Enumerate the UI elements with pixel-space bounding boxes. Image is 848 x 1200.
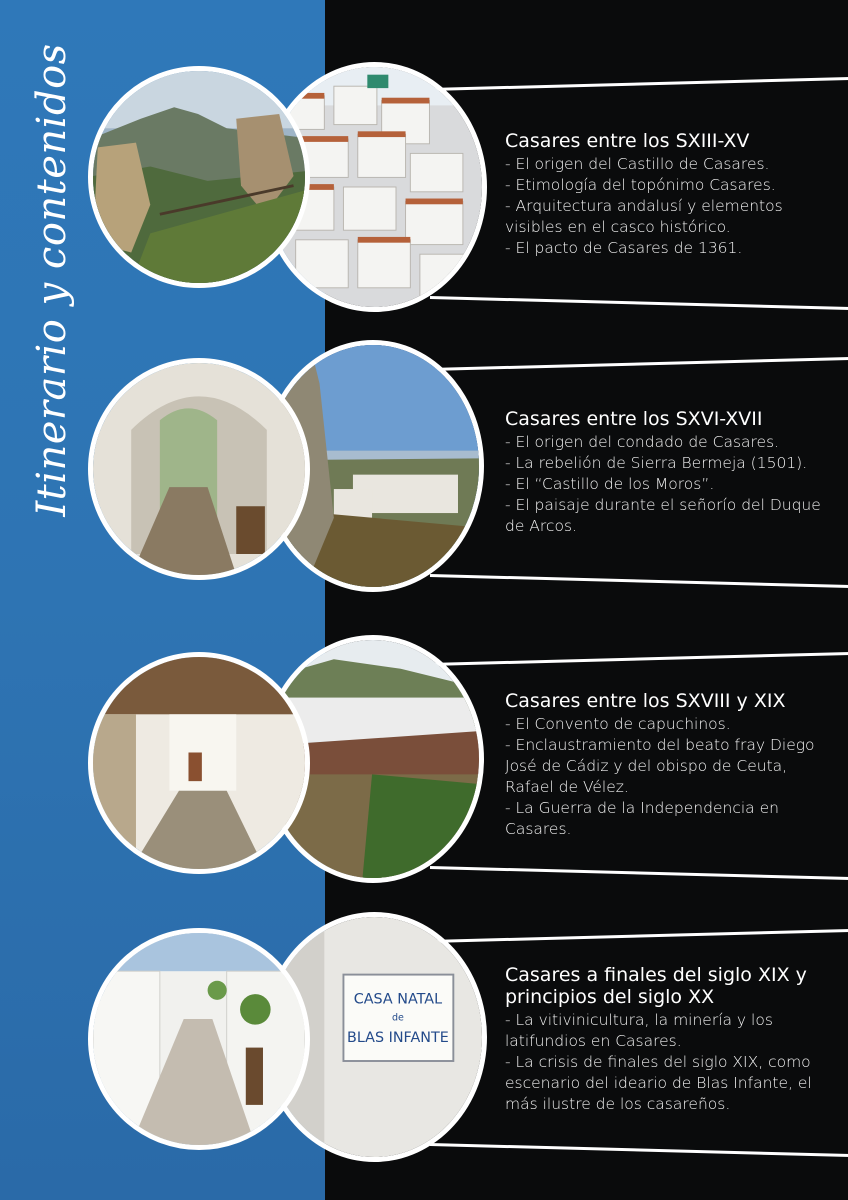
vertical-title: Itinerario y contenidos <box>29 43 75 517</box>
photo-castle-ruins-mountain <box>88 66 310 288</box>
list-item: - La Guerra de la Independencia en Casares. <box>505 799 779 838</box>
section-sxviii-xix <box>505 690 840 840</box>
section-list <box>505 432 840 537</box>
section-heading: Casares a finales del siglo XIX y principios del siglo XX <box>505 964 807 1008</box>
section-sxiii-xv <box>505 130 840 259</box>
list-item: - El Convento de capuchinos. <box>505 715 731 733</box>
list-item: - La vitivinicultura, la minería y los latifundios en Casares. <box>505 1011 773 1050</box>
section-xix-xx <box>505 964 840 1115</box>
photo-covered-passage <box>88 652 310 874</box>
section-list <box>505 714 840 840</box>
section-heading: Casares entre los SXVI-XVII <box>505 408 763 430</box>
section-heading: Casares entre los SXIII-XV <box>505 130 750 152</box>
svg-text:CASA NATAL: CASA NATAL <box>353 991 443 1008</box>
svg-text:de: de <box>391 1012 404 1024</box>
svg-text:BLAS INFANTE: BLAS INFANTE <box>347 1029 449 1046</box>
photo-whitewashed-street <box>88 928 310 1150</box>
list-item: - El origen del condado de Casares. <box>505 433 780 451</box>
list-item: - El paisaje durante el señorío del Duque de Arcos. <box>505 496 821 535</box>
list-item: - El origen del Castillo de Casares. <box>505 155 770 173</box>
list-item: - Etimología del topónimo Casares. <box>505 176 776 194</box>
section-list <box>505 1010 840 1115</box>
list-item: - Arquitectura andalusí y elementos visibles en el casco histórico. <box>505 197 783 236</box>
list-item: - La crisis de finales del siglo XIX, como escenario del ideario de Blas Infante, el más ilustre de los casareños. <box>505 1053 812 1113</box>
section-list <box>505 154 840 259</box>
photo-arched-alley <box>88 358 310 580</box>
list-item: - La rebelión de Sierra Bermeja (1501). <box>505 454 808 472</box>
list-item: - El pacto de Casares de 1361. <box>505 239 743 257</box>
section-heading: Casares entre los SXVIII y XIX <box>505 690 786 712</box>
section-sxvi-xvii <box>505 408 840 537</box>
list-item: - El “Castillo de los Moros”. <box>505 475 715 493</box>
list-item: - Enclaustramiento del beato fray Diego José de Cádiz y del obispo de Ceuta, Rafael de Vélez. <box>505 736 815 796</box>
